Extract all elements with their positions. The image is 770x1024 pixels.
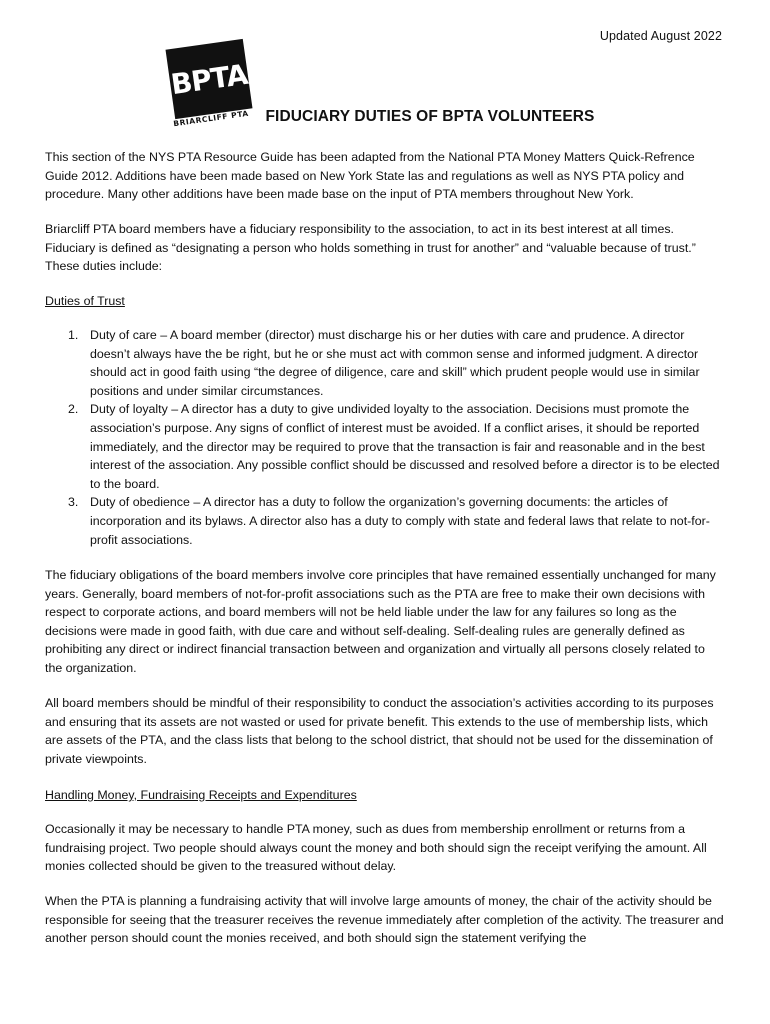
fundraising-paragraph: When the PTA is planning a fundraising activity that will involve large amounts of money, the chair of the activity should be responsible for seeing that the treasurer receives the revenue immediately after completion of the activity. The treasurer and another person should count the monies received, and both should sign the statement verifying the [45,894,724,946]
list-item-number: 3. [68,495,79,510]
list-item [45,400,725,493]
list-item-number: 1. [68,328,79,342]
mindful-paragraph: All board members should be mindful of their responsibility to conduct the association’s activities according to its purposes and ensuring that its assets are not wasted or used for private benefit. This extends to the use of membership lists, which are assets of the PTA, and the class lists that belong to the school district, that should not be used for the dissemination of private viewpoints. [45,696,714,766]
list-item-text: Duty of loyalty – A director has a duty to give undivided loyalty to the association. Decisions must promote the association’s purpose. Any signs of conflict of interest must be avoided. If a conflict arises, it should be reported immediately, and the director may be required to prove that the transaction is fair and reasonable and in the best interest of the association. Any possible conflict should be discussed and resolved before a director is to be elected to the board. [90,402,720,491]
duties-list [45,326,725,549]
logo-main-text: BPTA [168,57,250,101]
list-item-text: Duty of obedience – A director has a duty to follow the organization’s governing documents: the articles of incorporation and its bylaws. A director also has a duty to comply with state and federal laws that relate to not-for-profit associations. [90,495,710,547]
document-title: FIDUCIARY DUTIES OF BPTA VOLUNTEERS [265,108,595,125]
list-item-number: 2. [68,402,79,417]
logo-sub-text: BRIARCLIFF PTA [172,108,250,129]
handling-money-heading: Handling Money, Fundraising Receipts and Expenditures [45,788,357,802]
responsibility-paragraph: Briarcliff PTA board members have a fiduciary responsibility to the association, to act in its best interest at all times. Fiduciary is defined as “designating a person who holds something in trust for another” and “valuable because of trust.” These duties include: [45,222,696,274]
list-item-text: Duty of care – A board member (director) must discharge his or her duties with care and prudence. A director doesn’t always have the be right, but he or she must act with common sense and informed judgment. A director should act in good faith using “the degree of diligence, care and skill” which prudent people would use in similar positions and under similar circumstances. [90,328,700,398]
duties-of-trust-heading: Duties of Trust [45,294,125,308]
handling-money-paragraph: Occasionally it may be necessary to handle PTA money, such as dues from membership enrollment or returns from a fundraising project. Two people should always count the money and both should sign the receipt verifying the amount. All monies collected should be given to the treasured without delay. [45,822,707,874]
list-item [45,326,725,400]
core-principles-paragraph: The fiduciary obligations of the board members involve core principles that have remained essentially unchanged for many years. Generally, board members of not-for-profit associations such as the PTA are free to make their own decisions with respect to corporate actions, and board members will not be held liable under the law for any failures so long as the decisions were made in good faith, with due care and without self-dealing. Self-dealing rules are generally defined as prohibiting any direct or indirect financial transaction between and organization and virtually all persons closely related to the organization. [45,568,716,675]
intro-paragraph: This section of the NYS PTA Resource Guide has been adapted from the National PTA Money Matters Quick-Refrence Guide 2012. Additions have been made based on New York State las and regulations as well as NYS PTA policy and procedure. Many other additions have been made base on the input of PTA members throughout New York. [45,150,695,202]
updated-date: Updated August 2022 [599,29,722,43]
list-item [45,493,725,549]
